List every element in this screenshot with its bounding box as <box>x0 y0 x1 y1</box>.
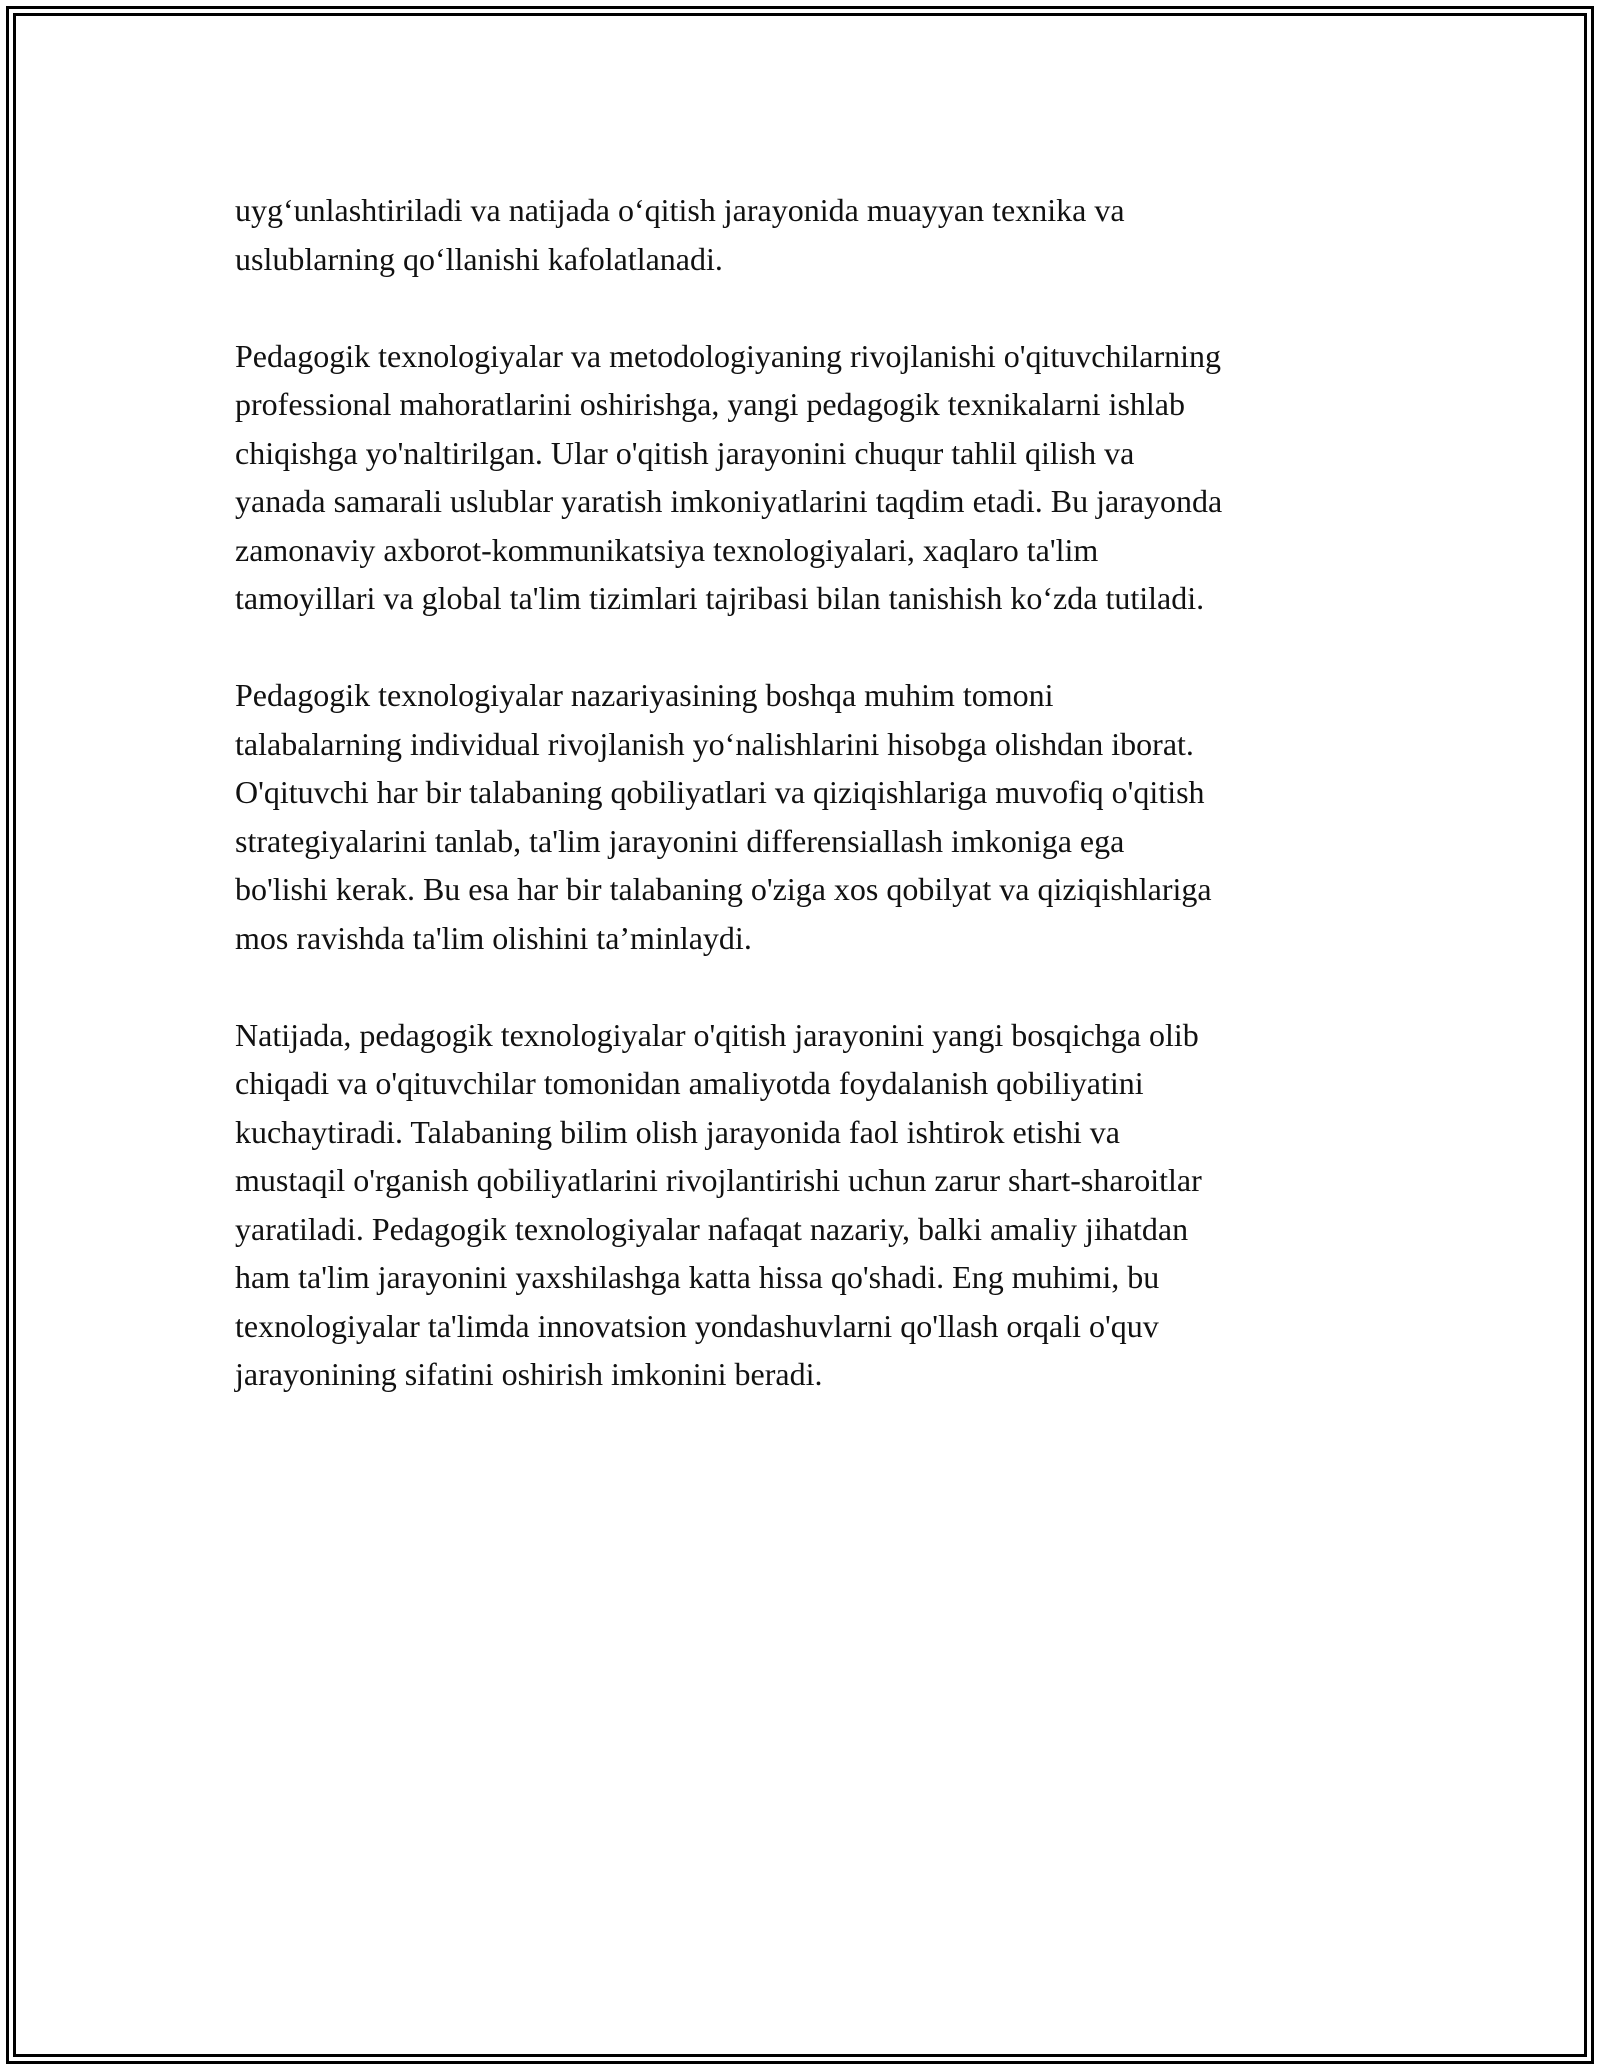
document-body <box>235 186 1375 1447</box>
paragraph-4: Natijada, pedagogik texnologiyalar o'qitish jarayonini yangi bosqichga olib chiqadi va o'qituvchilar tomonidan amaliyotda foydalanish qobiliyatini kuchaytiradi. Talabaning bilim olish jarayonida faol ishtirok etishi va mustaqil o'rganish qobiliyatlarini rivojlantirishi uchun zarur shart-sharoitlar yaratiladi. Pedagogik texnologiyalar nafaqat nazariy, balki amaliy jihatdan ham ta'lim jarayonini yaxshilashga katta hissa qo'shadi. Eng muhimi, bu texnologiyalar ta'limda innovatsion yondashuvlarni qo'llash orqali o'quv jarayonining sifatini oshirish imkonini beradi. <box>235 1016 1202 1392</box>
paragraph-3: Pedagogik texnologiyalar nazariyasining boshqa muhim tomoni talabalarning individual rivojlanish yo‘nalishlarini hisobga olishdan iborat. O'qituvchi har bir talabaning qobiliyatlari va qiziqishlariga muvofiq o'qitish strategiyalarini tanlab, ta'lim jarayonini differensiallash imkoniga ega bo'lishi kerak. Bu esa har bir talabaning o'ziga xos qobilyat va qiziqishlariga mos ravishda ta'lim olishini ta’minlaydi. <box>235 677 1212 956</box>
paragraph-1: uyg‘unlashtiriladi va natijada o‘qitish jarayonida muayyan texnika va uslublarning qo‘llanishi kafolatlanadi. <box>235 192 1125 277</box>
paragraph-2: Pedagogik texnologiyalar va metodologiyaning rivojlanishi o'qituvchilarning professional mahoratlarini oshirishga, yangi pedagogik texnikalarni ishlab chiqishga yo'naltirilgan. Ular o'qitish jarayonini chuqur tahlil qilish va yanada samarali uslublar yaratish imkoniyatlarini taqdim etadi. Bu jarayonda zamonaviy axborot-kommunikatsiya texnologiyalari, xaqlaro ta'lim tamoyillari va global ta'lim tizimlari tajribasi bilan tanishish ko‘zda tutiladi. <box>235 337 1223 616</box>
